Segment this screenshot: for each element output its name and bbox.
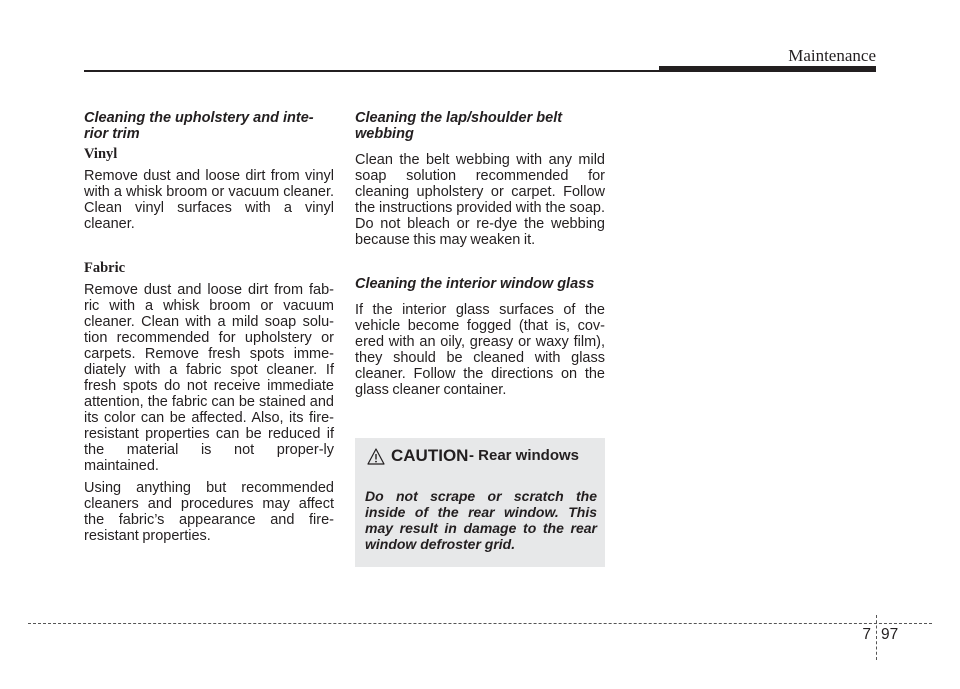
belt-heading: Cleaning the lap/shoulder belt webbing bbox=[355, 110, 563, 142]
warning-triangle-icon bbox=[367, 448, 385, 465]
upholstery-heading: Cleaning the upholstery and inte-rior trim bbox=[84, 110, 314, 142]
left-column bbox=[84, 110, 334, 544]
caution-label: CAUTION bbox=[391, 446, 469, 465]
glass-heading: Cleaning the interior window glass bbox=[355, 276, 595, 292]
fabric-text-1: Remove dust and loose dirt from fab-ric with a whisk broom or vacuum cleaner. Clean with a mild soap solu-tion recommended for upholstery or carpets. Remove fresh spots imme-diately with a fabric spot cleaner. If fresh spots do not receive immediate attention, the fabric can be stained and its color can be affected. Also, its fire-resistant properties can be reduced if the material is not proper-ly maintained. bbox=[84, 282, 334, 474]
glass-text: If the interior glass surfaces of the vehicle become fogged (that is, cov-ered with an oily, greasy or waxy film), they should be cleaned with glass cleaner. Follow the directions on the glass cleaner container. bbox=[355, 302, 605, 398]
chapter-number: 7 bbox=[862, 626, 871, 643]
header-title: Maintenance bbox=[788, 46, 876, 65]
page-number-divider bbox=[876, 615, 877, 660]
footer-rule bbox=[28, 623, 932, 624]
header-rule-thick bbox=[659, 66, 876, 72]
page-number: 97 bbox=[881, 626, 899, 643]
belt-text: Clean the belt webbing with any mild soap solution recommended for cleaning upholstery or carpet. Follow the instructions provided with the soap. Do not bleach or re-dye the webbing because this may weaken it. bbox=[355, 152, 605, 248]
fabric-text-2: Using anything but recommended cleaners and procedures may affect the fabric’s appearance and fire-resistant properties. bbox=[84, 480, 334, 544]
caution-text: Do not scrape or scratch the inside of the rear window. This may result in damage to the rear window defroster grid. bbox=[365, 488, 597, 552]
vinyl-heading: Vinyl bbox=[84, 146, 118, 162]
right-column bbox=[355, 110, 605, 398]
fabric-heading: Fabric bbox=[84, 260, 126, 276]
header-rule-thin bbox=[84, 70, 660, 72]
caution-subtitle: - Rear windows bbox=[469, 447, 580, 464]
caution-box bbox=[355, 438, 605, 567]
vinyl-text: Remove dust and loose dirt from vinyl with a whisk broom or vacuum cleaner. Clean vinyl surfaces with a vinyl cleaner. bbox=[84, 168, 334, 232]
